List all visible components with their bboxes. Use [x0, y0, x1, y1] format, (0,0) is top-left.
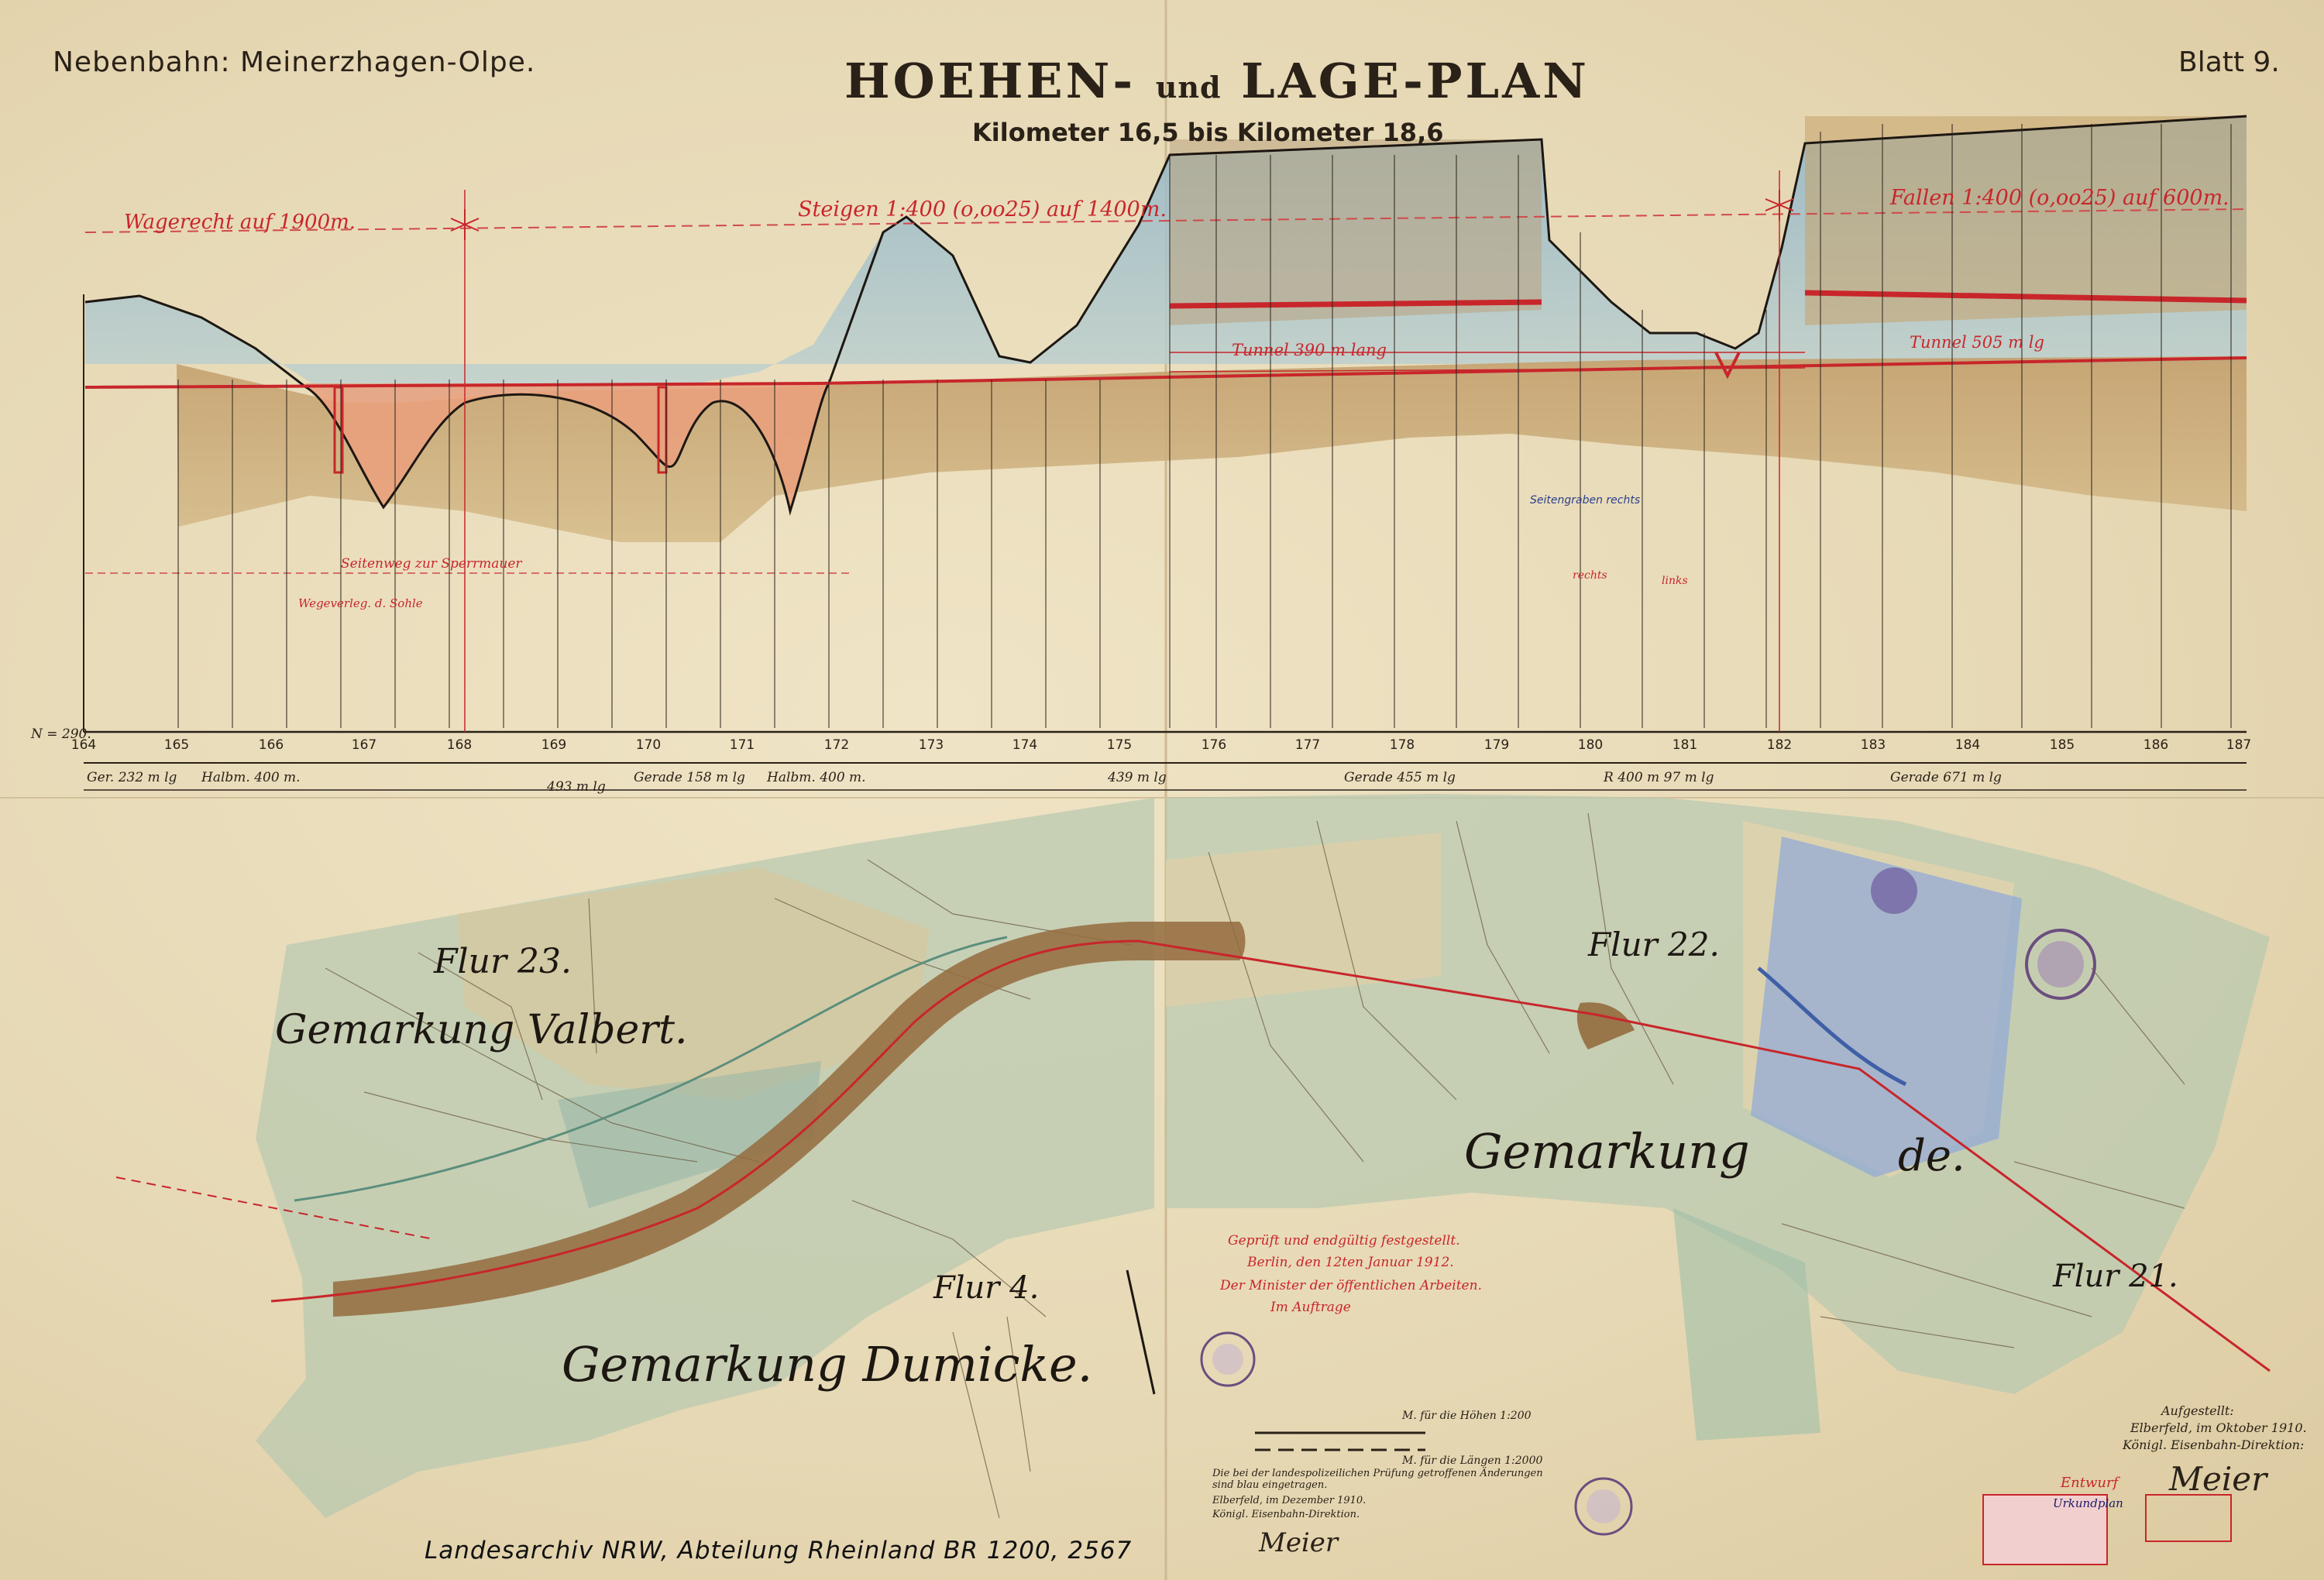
km-tick: 175	[1106, 737, 1133, 753]
profile-annotation: rechts	[1573, 569, 1607, 582]
note-place-date: Elberfeld, im Dezember 1910.	[1212, 1495, 1367, 1506]
km-tick: 170	[635, 737, 662, 753]
km-tick: 169	[541, 737, 567, 753]
note-office: Königl. Eisenbahn-Direktion.	[1212, 1509, 1360, 1520]
seal-stamp	[1871, 867, 1917, 914]
alignment-segment: Halbm. 400 m.	[201, 770, 301, 785]
flur-label: Flur 21.	[2053, 1259, 2178, 1294]
title-conjunction: und	[1155, 70, 1222, 105]
signature: Meier	[2169, 1460, 2267, 1498]
km-tick: 182	[1766, 737, 1793, 753]
page-title	[844, 53, 1590, 109]
km-tick: 187	[2226, 737, 2252, 753]
km-tick: 174	[1012, 737, 1038, 753]
prepared-by: Aufgestellt:	[2161, 1403, 2234, 1418]
tunnel-portal-line	[1170, 302, 1542, 306]
approval-text: Im Auftrage	[1270, 1300, 1351, 1315]
tunnel-label: Tunnel 390 m lang	[1232, 341, 1387, 359]
prepared-place: Elberfeld, im Oktober 1910.	[2130, 1420, 2307, 1435]
km-tick: 181	[1672, 737, 1698, 753]
profile-annotation: Seitenweg zur Sperrmauer	[341, 556, 522, 572]
profile-annotation: Wegeverleg. d. Sohle	[298, 596, 423, 610]
alignment-segment: 493 m lg	[547, 779, 606, 795]
km-tick: 171	[729, 737, 755, 753]
sheet-number: Blatt 9.	[2178, 46, 2280, 78]
gradient-label: Steigen 1:400 (o,oo25) auf 1400m.	[798, 198, 1167, 222]
km-tick: 168	[446, 737, 473, 753]
register-box	[2146, 1495, 2231, 1541]
flur-label: Flur 4.	[933, 1270, 1040, 1306]
seal-stamp	[1212, 1344, 1243, 1375]
urkundplan-stamp: Urkundplan	[2053, 1496, 2123, 1510]
seal-stamp	[2037, 941, 2084, 988]
page-subtitle: Kilometer 16,5 bis Kilometer 18,6	[972, 118, 1444, 147]
km-tick: 176	[1201, 737, 1227, 753]
entwurf-stamp: Entwurf	[2061, 1475, 2119, 1491]
approval-text: Geprüft und endgültig festgestellt.	[1228, 1233, 1460, 1249]
km-tick: 180	[1577, 737, 1604, 753]
profile-annotation: Seitengraben rechts	[1530, 494, 1641, 507]
km-tick: 184	[1954, 737, 1981, 753]
km-tick: 179	[1483, 737, 1510, 753]
flur-label: Flur 22.	[1588, 926, 1720, 963]
approval-text: Berlin, den 12ten Januar 1912.	[1247, 1255, 1454, 1270]
prepared-office: Königl. Eisenbahn-Direktion:	[2123, 1437, 2305, 1452]
alignment-segment: Gerade 671 m lg	[1890, 770, 2002, 785]
signature: Meier	[1259, 1527, 1339, 1558]
gemarkung-label: Gemarkung	[1464, 1123, 1750, 1180]
plan-arrow	[1127, 1270, 1154, 1394]
gemarkung-label: de.	[1898, 1131, 1965, 1181]
gemarkung-label: Gemarkung Valbert.	[275, 1007, 688, 1053]
flur-label: Flur 23.	[434, 942, 572, 981]
tunnel-rock-mass	[1170, 139, 1542, 325]
alignment-segment: Halbm. 400 m.	[767, 770, 866, 785]
km-tick: 167	[351, 737, 377, 753]
tunnel-label: Tunnel 505 m lg	[1910, 333, 2044, 352]
km-tick: 185	[2049, 737, 2075, 753]
gemarkung-label: Gemarkung Dumicke.	[562, 1336, 1093, 1393]
scale-lengths: M. für die Längen 1:2000	[1402, 1455, 1543, 1467]
alignment-segment: 439 m lg	[1108, 770, 1167, 785]
alignment-segment: Gerade 455 m lg	[1344, 770, 1456, 785]
km-tick: 165	[163, 737, 190, 753]
approval-text: Der Minister der öffentlichen Arbeiten.	[1220, 1278, 1482, 1293]
series-title: Nebenbahn: Meinerzhagen-Olpe.	[53, 46, 536, 78]
km-tick: 183	[1860, 737, 1886, 753]
alignment-segment: Ger. 232 m lg	[87, 770, 177, 785]
seal-stamp	[1587, 1489, 1621, 1523]
datum-label: N = 290.	[31, 726, 91, 742]
scale-heights: M. für die Höhen 1:200	[1402, 1410, 1532, 1422]
alignment-segment: R 400 m 97 m lg	[1604, 770, 1714, 785]
alignment-segment: Gerade 158 m lg	[634, 770, 745, 785]
blue-changes-note: Die bei der landespolizeilichen Prüfung getroffenen Änderungen sind blau eingetragen.	[1212, 1468, 1543, 1491]
km-tick: 177	[1294, 737, 1321, 753]
km-tick: 186	[2143, 737, 2169, 753]
title-part-a: HOEHEN-	[844, 53, 1136, 109]
archive-credit: Landesarchiv NRW, Abteilung Rheinland BR 1200, 2567	[425, 1537, 1133, 1565]
km-tick: 164	[70, 737, 97, 753]
profile-annotation: links	[1662, 575, 1688, 587]
km-tick: 178	[1389, 737, 1415, 753]
title-part-b: LAGE-PLAN	[1241, 53, 1590, 109]
km-tick: 172	[823, 737, 850, 753]
gradient-label: Fallen 1:400 (o,oo25) auf 600m.	[1890, 186, 2229, 210]
km-tick: 173	[918, 737, 944, 753]
gradient-label: Wagerecht auf 1900m.	[124, 211, 356, 234]
km-tick: 166	[258, 737, 284, 753]
